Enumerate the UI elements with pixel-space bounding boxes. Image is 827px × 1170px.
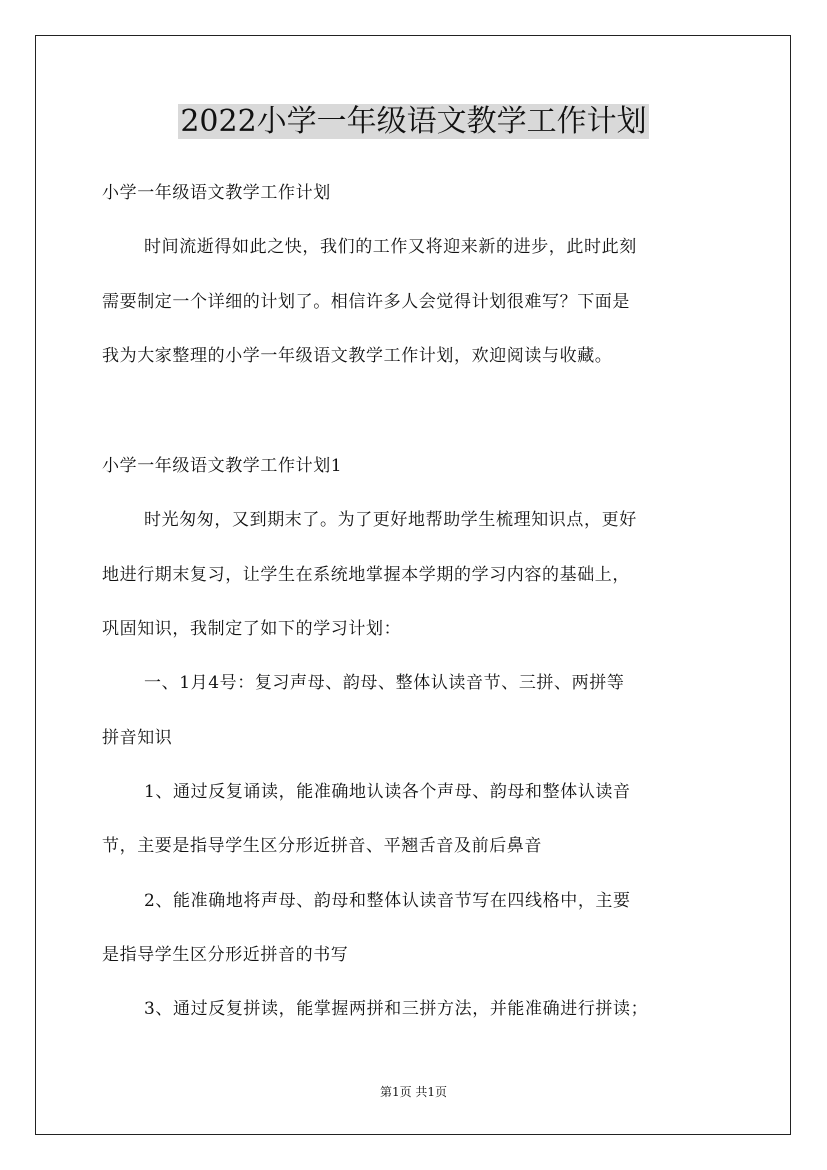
paragraph-line: 巩固知识，我制定了如下的学习计划：: [102, 619, 402, 639]
paragraph-line: 需要制定一个详细的计划了。相信许多人会觉得计划很难写？下面是: [102, 292, 630, 312]
section-heading: 小学一年级语文教学工作计划1: [102, 456, 343, 476]
paragraph-line: 是指导学生区分形近拼音的书写: [102, 945, 349, 965]
paragraph-line: 2、能准确地将声母、韵母和整体认读音节写在四线格中，主要: [144, 891, 631, 911]
section-heading: 小学一年级语文教学工作计划: [102, 183, 331, 203]
paragraph-line: 时间流逝得如此之快，我们的工作又将迎来新的进步，此时此刻: [144, 237, 637, 257]
paragraph-line: 地进行期末复习，让学生在系统地掌握本学期的学习内容的基础上，: [102, 565, 630, 585]
document-title: [0, 100, 827, 144]
paragraph-line: 一、1月4号：复习声母、韵母、整体认读音节、三拼、两拼等: [144, 673, 625, 693]
paragraph-line: 拼音知识: [102, 728, 173, 748]
paragraph-line: 节，主要是指导学生区分形近拼音、平翘舌音及前后鼻音: [102, 836, 542, 856]
paragraph-line: 我为大家整理的小学一年级语文教学工作计划，欢迎阅读与收藏。: [102, 346, 613, 366]
paragraph-line: 时光匆匆，又到期末了。为了更好地帮助学生梳理知识点，更好: [144, 510, 637, 530]
page-number-footer: 第1页 共1页: [379, 1085, 448, 1099]
paragraph-line: 3、通过反复拼读，能掌握两拼和三拼方法，并能准确进行拼读；: [144, 999, 649, 1019]
document-title-text: 2022小学一年级语文教学工作计划: [180, 104, 647, 139]
paragraph-line: 1、通过反复诵读，能准确地认读各个声母、韵母和整体认读音: [144, 782, 631, 802]
